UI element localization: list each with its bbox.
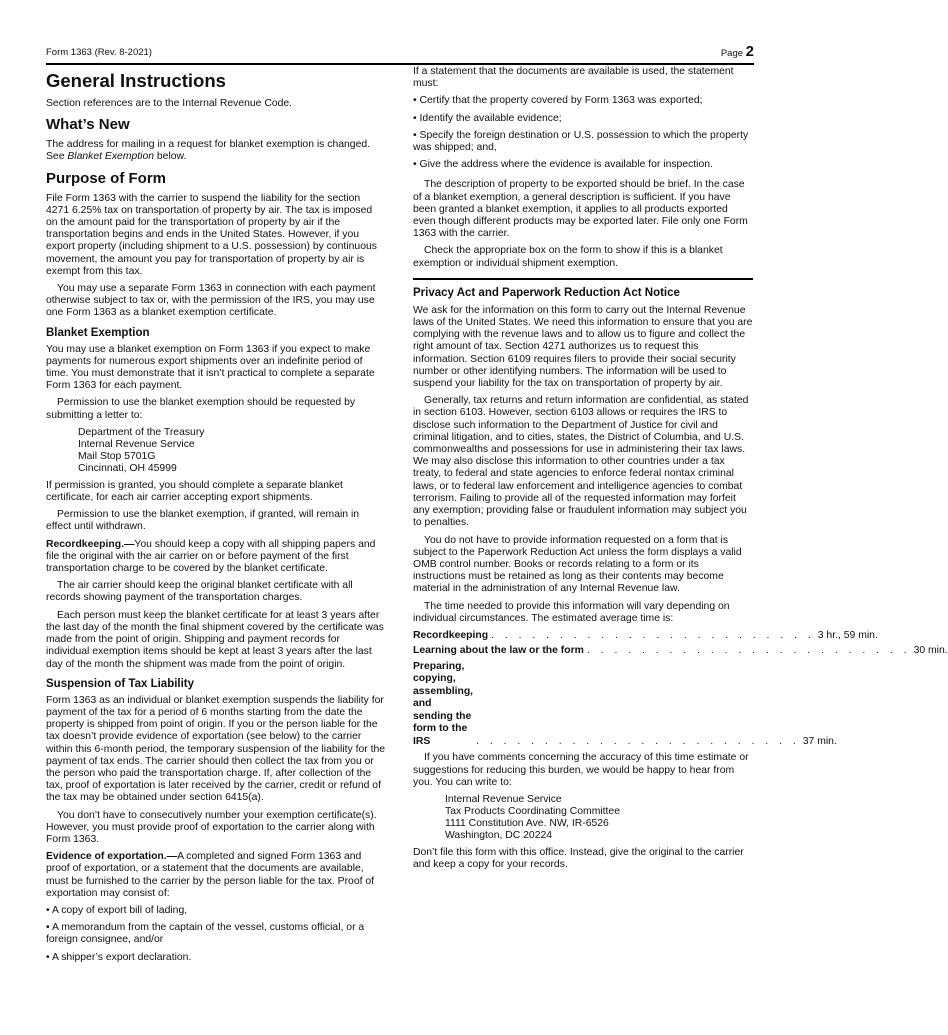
right-column: [413, 66, 948, 876]
time-label: [413, 661, 473, 749]
form-id: Form 1363 (Rev. 8-2021): [46, 47, 152, 58]
address-line: 1111 Constitution Ave. NW, IR-6526: [445, 818, 609, 830]
address-line: Internal Revenue Service: [445, 794, 562, 806]
evidence-lead: Evidence of exportation.—: [46, 851, 178, 863]
time-value: 37 min.: [802, 735, 837, 747]
page-label: Page: [720, 48, 744, 59]
suspension-paragraph-2: You don’t have to consecutively number your exemption certificate(s). However, you must provide proof of exportation to the carrier along with Form 1363.: [46, 809, 377, 845]
leader-dots: . . . . . . . . . . . . . . . . . . . . . . . .: [476, 735, 800, 747]
recordkeeping-paragraph: [46, 539, 386, 576]
time-row-preparing: [413, 660, 837, 749]
time-label-line2: sending the form to the IRS: [413, 710, 472, 747]
privacy-act-title: Privacy Act and Paperwork Reduction Act Notice: [413, 286, 680, 299]
blanket-paragraph-1: You may use a blanket exemption on Form 1363 if you expect to make payments for numerous export shipments over an indefinite period of time. You must demonstrate that it isn’t practical to complete a separate Form 1363 for each payment.: [46, 343, 375, 392]
whats-new-title: What’s New: [46, 116, 130, 134]
description-paragraph: The description of property to be exported should be brief. In the case of a blanket exemption, a general description is sufficient. If you have been granted a blanket exemption, it applies to all products exported even though different products may be exported later. File only one Form 1363 with the carrier.: [413, 179, 748, 240]
purpose-of-form-title: Purpose of Form: [46, 169, 167, 187]
evidence-bullet: • A copy of export bill of lading,: [46, 904, 188, 916]
privacy-paragraph-3: You do not have to provide information requested on a form that is subject to the Paperwork Reduction Act unless the form displays a valid OMB control number. Books or records relating to a form or its instructions must be retained as long as their contents may become material in the administration of any Internal Revenue law.: [413, 534, 742, 595]
time-row-learning: [413, 645, 948, 658]
leader-dots: . . . . . . . . . . . . . . . . . . . . . . . .: [491, 629, 815, 641]
evidence-bullet: • A memorandum from the captain of the vessel, customs official, or a foreign consignee, and/or: [46, 922, 365, 946]
blanket-paragraph-7: Each person must keep the blanket certificate for at least 3 years after the last day of the month the final shipment covered by the certificate was made from the point of origin. Shipping and payment records for individual exemption items should be kept at least 3 years after the last day of the month the shipment was made from the point of origin.: [46, 609, 384, 670]
address-line: Washington, DC 20224: [445, 830, 553, 842]
check-box-paragraph: Check the appropriate box on the form to show if this is a blanket exemption or individual shipment exemption.: [413, 245, 723, 269]
privacy-paragraph-1: We ask for the information on this form to carry out the Internal Revenue laws of the United States. We need this information to ensure that you are complying with the revenue laws and to allow us to figure and collect the right amount of tax. Section 4271 authorizes us to request this information. Section 6109 requires filers to provide their social security number or other identifying numbers. The information will be used to suspend your liability for the tax on transportation of property by air.: [413, 304, 753, 390]
purpose-paragraph-2: You may use a separate Form 1363 in connection with each payment otherwise subject to tax or, with the permission of the IRS, you may use one Form 1363 as a blanket exemption certificate.: [46, 283, 376, 319]
address-line: Mail Stop 5701G: [78, 450, 156, 462]
address-line: Department of the Treasury: [78, 426, 205, 438]
page-number: [721, 43, 754, 60]
irs-address: [445, 794, 753, 842]
recordkeeping-text: You should keep a copy with all shipping papers and file the original with the air carrier on or before payment of the first transportation charge to be covered by the blanket certificate.: [46, 538, 376, 575]
header-rule: [46, 63, 754, 65]
page-num: 2: [745, 43, 754, 60]
general-instructions-title: General Instructions: [46, 70, 226, 91]
evidence-text: A completed and signed Form 1363 and proof of exportation, or a statement that the documents are available, must be furnished to the carrier by the person liable for the tax. Proof of exportation may consist of:: [46, 851, 375, 899]
suspension-title: Suspension of Tax Liability: [46, 677, 195, 690]
blanket-paragraph-4: Permission to use the blanket exemption, if granted, will remain in effect until withdrawn.: [46, 509, 360, 533]
evidence-bullet: • A shipper’s export declaration.: [46, 951, 192, 963]
purpose-paragraph-1: File Form 1363 with the carrier to suspend the liability for the section 4271 6.25% tax on transportation of property by air. The tax is imposed on the amount paid for the transportation of property by air if the transportation begins and ends in the United States. However, if you export property (including shipment to a U.S. possession) by continuous movement, the amount you pay for transportation of property by air is exempt from this tax.: [46, 192, 377, 277]
suspension-paragraph-1: Form 1363 as an individual or blanket exemption suspends the liability for payment of the tax for a period of 6 months starting from the date the property is shipped from point of origin. If you or the person liable for the tax doesn’t provide evidence of exportation (see below) to the carrier within this 6-month period, the temporary suspension of the liability for the payment of tax ends. The carrier should then collect the tax from you or the person who paid the transportation charge. If, after collection of the tax, proof of exportation is later received by the carrier, credit or refund of the tax may be obtained under section 6415(a).: [46, 694, 386, 804]
page-header: [46, 43, 754, 62]
statement-bullet: • Certify that the property covered by Form 1363 was exported;: [413, 95, 703, 107]
address-line: Cincinnati, OH 45999: [78, 462, 177, 474]
statement-bullet: • Specify the foreign destination or U.S. possession to which the property was shipped; and,: [413, 129, 749, 154]
final-paragraph: Don’t file this form with this office. Instead, give the original to the carrier and keep a copy for your records.: [413, 847, 744, 871]
evidence-paragraph: [46, 851, 386, 900]
statement-bullet: • Identify the available evidence;: [413, 112, 562, 124]
statement-intro: If a statement that the documents are available is used, the statement must:: [413, 66, 734, 90]
privacy-divider: [413, 278, 753, 280]
time-label: Learning about the law or the form: [413, 645, 584, 657]
left-column: [46, 66, 386, 969]
whats-new-text-pre: The address for mailing in a request for blanket exemption is changed. See: [46, 139, 371, 163]
privacy-paragraph-4: The time needed to provide this information will vary depending on individual circumstances. The estimated average time is:: [413, 600, 730, 624]
blanket-exemption-title: Blanket Exemption: [46, 326, 150, 339]
whats-new-text-post: below.: [154, 151, 187, 163]
blanket-paragraph-2: Permission to use the blanket exemption should be requested by submitting a letter to:: [46, 397, 356, 421]
treasury-address: [78, 427, 386, 475]
blanket-paragraph-6: The air carrier should keep the original blanket certificate with all records showing payment of the transportation charges.: [46, 580, 353, 604]
blanket-paragraph-3: If permission is granted, you should complete a separate blanket certificate, for each air carrier accepting export shipments.: [46, 479, 343, 504]
comments-paragraph: If you have comments concerning the accuracy of this time estimate or suggestions for reducing this burden, we would be happy to hear from you. You can write to:: [413, 752, 749, 788]
section-references-text: Section references are to the Internal Revenue Code.: [46, 98, 293, 109]
time-label: Recordkeeping: [413, 629, 489, 641]
time-row-recordkeeping: [413, 629, 878, 643]
recordkeeping-lead: Recordkeeping.—: [46, 538, 135, 550]
whats-new-text: [46, 139, 386, 163]
whats-new-text-em: Blanket Exemption: [67, 151, 155, 163]
time-value: 3 hr., 59 min.: [817, 629, 878, 641]
address-line: Internal Revenue Service: [78, 438, 195, 450]
statement-bullet: • Give the address where the evidence is available for inspection.: [413, 159, 713, 171]
time-label-line1: Preparing, copying, assembling, and: [413, 660, 474, 710]
address-line: Tax Products Coordinating Committee: [445, 806, 620, 818]
time-value: 30 min.: [913, 645, 948, 657]
privacy-paragraph-2: Generally, tax returns and return information are confidential, as stated in section 6103. However, section 6103 allows or requires the IRS to disclose such information to the Department of Justice for civil and criminal litigation, and to cities, states, the District of Columbia, and U.S. commonwealths and possessions for use in administering their tax laws. We may also disclose this information to other countries under a tax treaty, to federal and state agencies to enforce federal nontax criminal laws, or to federal law enforcement and intelligence agencies to combat terrorism. Failing to provide all of the requested information may forfeit any exemption; providing false or fraudulent information may subject you to penalties.: [413, 395, 749, 529]
leader-dots: . . . . . . . . . . . . . . . . . . . . . . . .: [586, 645, 911, 657]
